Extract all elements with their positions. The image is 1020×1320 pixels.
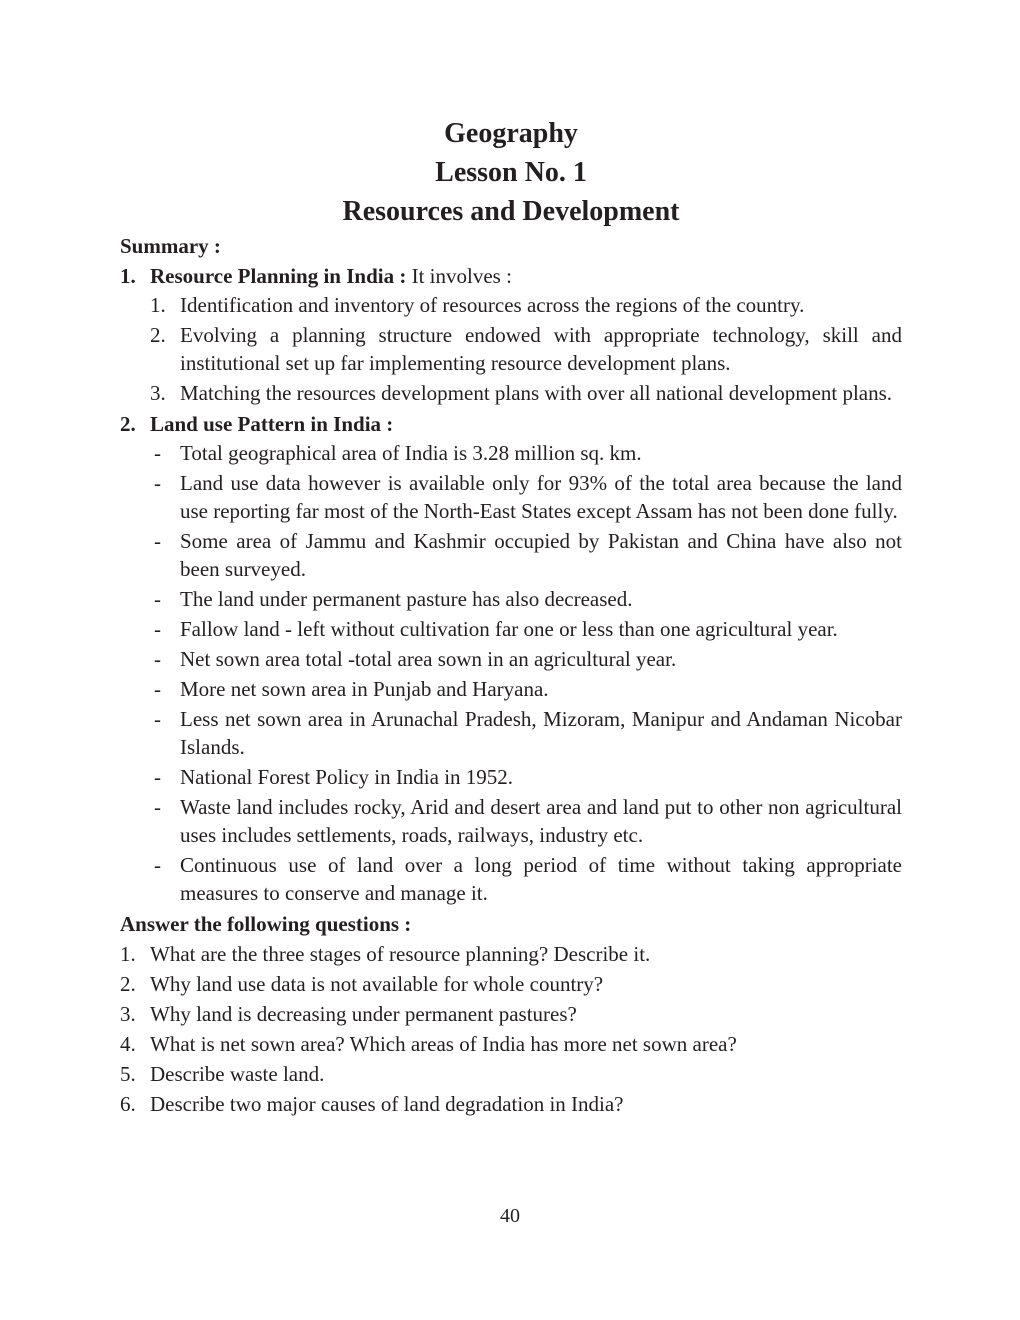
question-text: What are the three stages of resource planning? Describe it. (150, 942, 651, 966)
question-item (120, 939, 902, 969)
section-heading-row (120, 409, 902, 439)
question-number: 6. (120, 1092, 136, 1116)
list-item (150, 439, 902, 467)
list-marker: - (154, 795, 161, 819)
lesson-title: Lesson No. 1 (435, 157, 587, 188)
question-number: 4. (120, 1032, 136, 1056)
list-marker: - (154, 587, 161, 611)
list-item (150, 675, 902, 703)
list-item (150, 851, 902, 907)
summary-heading: Summary : (120, 234, 221, 258)
list-marker: - (154, 441, 161, 465)
list-item-text: Net sown area total -total area sown in an agricultural year. (180, 647, 677, 671)
list-item (150, 291, 902, 319)
list-item (150, 763, 902, 791)
list-item-text: Some area of Jammu and Kashmir occupied by Pakistan and China have also not been surveyed. (180, 529, 902, 581)
list-marker: - (154, 647, 161, 671)
list-item-text: More net sown area in Punjab and Haryana. (180, 677, 549, 701)
list-item (150, 615, 902, 643)
list-marker: - (154, 529, 161, 553)
list-item-text: Identification and inventory of resources across the regions of the country. (180, 293, 805, 317)
section-number: 1. (120, 264, 136, 288)
question-item (120, 1089, 902, 1119)
section-heading-text (150, 261, 902, 291)
question-text: Describe waste land. (150, 1062, 325, 1086)
list-item-text: National Forest Policy in India in 1952. (180, 765, 514, 789)
question-item (120, 999, 902, 1029)
chapter-title: Resources and Development (342, 196, 680, 227)
list-item-text: Continuous use of land over a long period of time without taking appropriate measures to conserve and manage it. (180, 853, 902, 905)
section-title: Resource Planning in India : (150, 264, 407, 288)
list-item-text: Land use data however is available only for 93% of the total area because the land use reporting far most of the North-East States except Assam has not been done fully. (180, 471, 902, 523)
list-item (150, 705, 902, 761)
list-item-text: Evolving a planning structure endowed with appropriate technology, skill and institutional set up far implementing resource development plans. (180, 323, 902, 375)
question-item (120, 1059, 902, 1089)
list-item (150, 585, 902, 613)
list-marker: - (154, 707, 161, 731)
section-number: 2. (120, 412, 136, 436)
subject-title: Geography (444, 118, 578, 149)
question-text: What is net sown area? Which areas of India has more net sown area? (150, 1032, 737, 1056)
questions-heading: Answer the following questions : (120, 912, 412, 936)
page-content (120, 114, 902, 1119)
question-text: Why land use data is not available for whole country? (150, 972, 604, 996)
question-number: 2. (120, 972, 136, 996)
list-marker: - (154, 853, 161, 877)
list-item-text: The land under permanent pasture has also decreased. (180, 587, 633, 611)
list-marker: 2. (150, 323, 166, 347)
list-marker: - (154, 677, 161, 701)
list-item-text: Total geographical area of India is 3.28 million sq. km. (180, 441, 642, 465)
question-number: 3. (120, 1002, 136, 1026)
section-title: Land use Pattern in India : (150, 412, 394, 436)
question-text: Describe two major causes of land degradation in India? (150, 1092, 624, 1116)
question-number: 5. (120, 1062, 136, 1086)
question-item (120, 969, 902, 999)
page-number: 40 (500, 1205, 520, 1227)
list-item-text: Matching the resources development plans with over all national development plans. (180, 381, 893, 405)
list-item (150, 527, 902, 583)
question-item (120, 1029, 902, 1059)
list-item-text: Waste land includes rocky, Arid and desert area and land put to other non agricultural uses includes settlements, roads, railways, industry etc. (180, 795, 902, 847)
list-marker: - (154, 471, 161, 495)
list-marker: - (154, 765, 161, 789)
question-number: 1. (120, 942, 136, 966)
list-item (150, 321, 902, 377)
list-marker: 3. (150, 381, 166, 405)
list-item (150, 645, 902, 673)
question-text: Why land is decreasing under permanent pastures? (150, 1002, 577, 1026)
section-heading-text (150, 409, 902, 439)
list-marker: - (154, 617, 161, 641)
list-item (150, 469, 902, 525)
summary-sections (120, 261, 902, 907)
list-item (150, 793, 902, 849)
questions-list (120, 939, 902, 1119)
title-block (120, 114, 902, 231)
list-item (150, 379, 902, 407)
list-item-text: Fallow land - left without cultivation far one or less than one agricultural year. (180, 617, 838, 641)
section-intro: It involves : (406, 264, 512, 288)
list-marker: 1. (150, 293, 166, 317)
list-item-text: Less net sown area in Arunachal Pradesh, Mizoram, Manipur and Andaman Nicobar Islands. (180, 707, 902, 759)
section-heading-row (120, 261, 902, 291)
